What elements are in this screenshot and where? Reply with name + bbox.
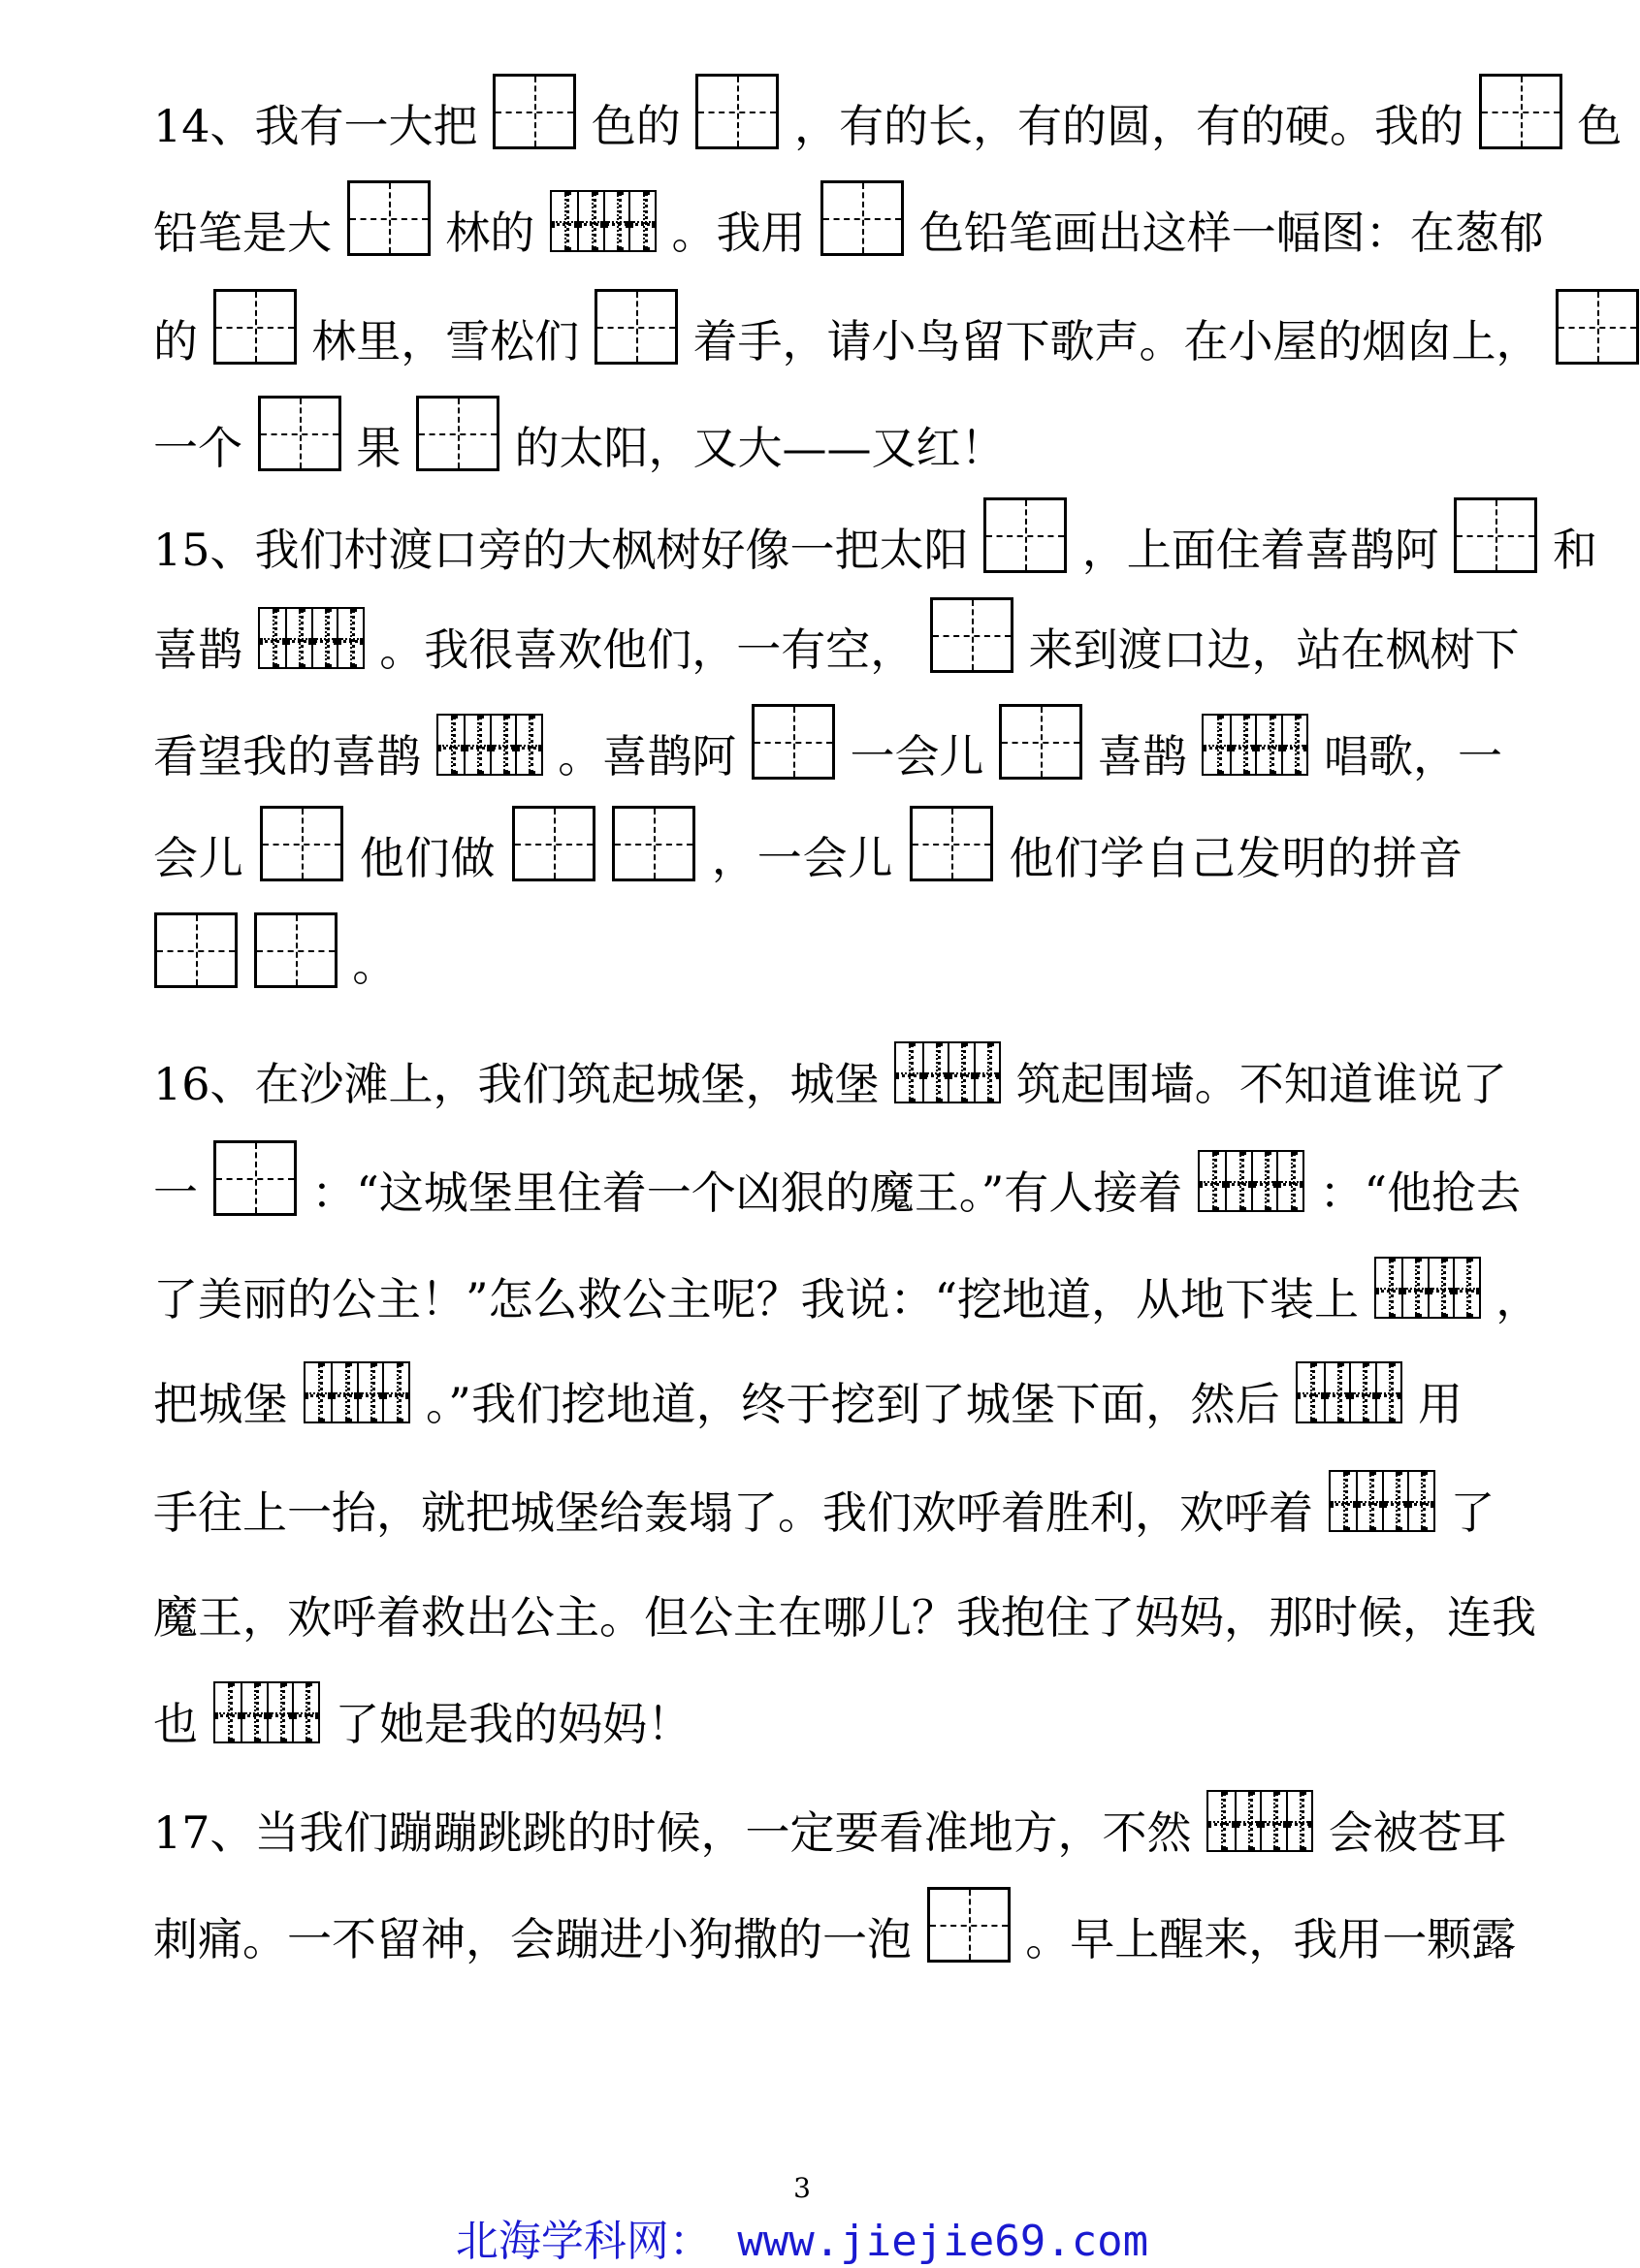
- answer-cell[interactable]: [1324, 1363, 1350, 1421]
- line-text: 会儿: [153, 832, 244, 884]
- line-text: 他们做: [359, 832, 497, 884]
- line-text: 的太阳，又大——又红！: [514, 422, 1006, 474]
- answer-box-4-cells[interactable]: [1202, 714, 1308, 776]
- text-line: [153, 698, 1502, 815]
- line-text: 也: [153, 1698, 198, 1750]
- line-text: 会被苍耳: [1328, 1806, 1507, 1859]
- answer-box-1-cell[interactable]: [983, 497, 1067, 573]
- answer-box-1-cell[interactable]: [1479, 74, 1562, 149]
- answer-cell[interactable]: [216, 1143, 294, 1213]
- line-text: 。我用: [671, 207, 806, 259]
- answer-cell[interactable]: [1251, 1152, 1277, 1210]
- answer-box-4-cells[interactable]: [550, 190, 657, 252]
- text-line: [153, 492, 1598, 608]
- line-text: 。”我们挖地道，终于挖到了城堡下面，然后: [425, 1378, 1281, 1430]
- answer-box-1-cell[interactable]: [930, 597, 1013, 673]
- answer-cell[interactable]: [628, 192, 655, 250]
- answer-cell[interactable]: [311, 609, 338, 667]
- line-text: 铅笔是大: [153, 207, 332, 259]
- answer-box-1-cell[interactable]: [260, 806, 343, 881]
- answer-cell[interactable]: [382, 1363, 408, 1421]
- answer-cell[interactable]: [1230, 716, 1256, 774]
- line-text: 15、我们村渡口旁的大枫树好像一把太阳: [153, 524, 969, 576]
- text-line: [153, 1346, 1463, 1462]
- line-text: 林的: [445, 207, 535, 259]
- answer-cell[interactable]: [1208, 1792, 1235, 1850]
- line-text: 把城堡: [153, 1378, 288, 1430]
- text-line: [153, 1241, 1541, 1358]
- answer-box-1-cell[interactable]: [254, 912, 338, 988]
- text-line: [153, 1559, 1536, 1676]
- answer-cell[interactable]: [1235, 1792, 1261, 1850]
- answer-box-1-cell[interactable]: [493, 74, 576, 149]
- line-text: 。喜鹊阿: [558, 730, 737, 783]
- answer-cell[interactable]: [1457, 500, 1534, 570]
- line-text: 筑起围墙。不知道谁说了: [1015, 1058, 1507, 1110]
- answer-box-4-cells[interactable]: [1374, 1257, 1481, 1319]
- answer-box-1-cell[interactable]: [1556, 289, 1639, 365]
- answer-box-1-cell[interactable]: [910, 806, 993, 881]
- answer-box-4-cells[interactable]: [894, 1041, 1001, 1103]
- answer-cell[interactable]: [1428, 1259, 1454, 1317]
- answer-cell[interactable]: [1225, 1152, 1251, 1210]
- answer-cell[interactable]: [933, 600, 1011, 670]
- answer-cell[interactable]: [496, 77, 573, 146]
- answer-cell[interactable]: [1276, 1152, 1302, 1210]
- line-text: ，一会儿: [711, 832, 894, 884]
- text-line: [153, 175, 1544, 291]
- line-text: 。早上醒来，我用一颗露: [1025, 1913, 1517, 1965]
- line-text: 唱歌，一: [1324, 730, 1502, 783]
- line-text: 来到渡口边，站在枫树下: [1028, 623, 1520, 676]
- answer-cell[interactable]: [1382, 1472, 1408, 1530]
- text-line: [153, 907, 1463, 1023]
- answer-cell[interactable]: [438, 716, 465, 774]
- line-text: 他们学自己发明的拼音: [1009, 832, 1463, 884]
- answer-box-1-cell[interactable]: [752, 704, 835, 780]
- line-text: 喜鹊: [1097, 730, 1187, 783]
- line-text: 刺痛。一不留神，会蹦进小狗撒的一泡: [153, 1913, 912, 1965]
- line-text: 一会儿: [850, 730, 984, 783]
- answer-cell[interactable]: [1200, 1152, 1226, 1210]
- answer-cell[interactable]: [823, 183, 901, 253]
- answer-cell[interactable]: [755, 707, 832, 777]
- answer-cell[interactable]: [1407, 1472, 1433, 1530]
- answer-cell[interactable]: [698, 77, 776, 146]
- answer-cell[interactable]: [1375, 1363, 1401, 1421]
- answer-box-4-cells[interactable]: [213, 1681, 320, 1743]
- line-text: 喜鹊: [153, 623, 242, 676]
- answer-box-4-cells[interactable]: [1206, 1790, 1313, 1852]
- answer-cell[interactable]: [515, 716, 541, 774]
- text-line: [153, 591, 1520, 708]
- text-line: [153, 1666, 1463, 1782]
- answer-box-4-cells[interactable]: [436, 714, 543, 776]
- line-text: 手往上一抬，就把城堡给轰塌了。我们欢呼着胜利，欢呼着: [153, 1486, 1313, 1539]
- page-number: 3: [793, 2172, 811, 2204]
- text-line: [153, 800, 1463, 916]
- line-text: 一: [153, 1166, 198, 1219]
- answer-cell[interactable]: [1559, 292, 1636, 362]
- answer-cell[interactable]: [350, 183, 428, 253]
- line-text: ，有的长，有的圆，有的硬。我的: [794, 100, 1464, 152]
- answer-cell[interactable]: [261, 399, 338, 468]
- answer-box-4-cells[interactable]: [1198, 1150, 1304, 1212]
- answer-box-1-cell[interactable]: [213, 289, 297, 365]
- answer-cell[interactable]: [1002, 707, 1079, 777]
- text-line: [153, 1026, 1507, 1142]
- line-text: 看望我的喜鹊: [153, 730, 421, 783]
- answer-box-4-cells[interactable]: [1329, 1470, 1435, 1532]
- answer-cell[interactable]: [1298, 1363, 1324, 1421]
- footer-watermark: 北海学科网： www.jiejie69.com: [455, 2217, 1149, 2266]
- answer-box-1-cell[interactable]: [258, 396, 341, 471]
- answer-box-1-cell[interactable]: [612, 806, 695, 881]
- answer-cell[interactable]: [913, 809, 990, 878]
- line-text: ，: [1495, 1273, 1541, 1326]
- text-line: [153, 68, 1623, 184]
- answer-box-1-cell[interactable]: [820, 180, 904, 256]
- answer-box-1-cell[interactable]: [213, 1140, 297, 1216]
- line-text: ：“这城堡里住着一个凶狠的魔王。”有人接着: [311, 1166, 1183, 1219]
- answer-cell[interactable]: [1376, 1259, 1402, 1317]
- answer-cell[interactable]: [1260, 1792, 1286, 1850]
- answer-cell[interactable]: [490, 716, 516, 774]
- line-text: 的: [153, 315, 198, 367]
- answer-box-1-cell[interactable]: [416, 396, 499, 471]
- line-text: 14、我有一大把: [153, 100, 478, 152]
- answer-cell[interactable]: [1453, 1259, 1479, 1317]
- text-line: [153, 1454, 1495, 1571]
- line-text: 一个: [153, 422, 242, 474]
- line-text: 着手，请小鸟留下歌声。在小屋的烟囱上，: [692, 315, 1541, 367]
- answer-box-4-cells[interactable]: [304, 1361, 410, 1423]
- answer-cell[interactable]: [357, 1363, 383, 1421]
- answer-cell[interactable]: [922, 1043, 949, 1102]
- answer-cell[interactable]: [1281, 716, 1307, 774]
- line-text: 17、当我们蹦蹦跳跳的时候，一定要看准地方，不然: [153, 1806, 1192, 1859]
- line-text: 了她是我的妈妈！: [335, 1698, 692, 1750]
- line-text: 色的: [591, 100, 681, 152]
- text-line: [153, 1881, 1517, 1997]
- line-text: 用: [1418, 1378, 1463, 1430]
- answer-box-4-cells[interactable]: [1296, 1361, 1402, 1423]
- answer-cell[interactable]: [1356, 1472, 1382, 1530]
- line-text: 色: [1577, 100, 1623, 152]
- answer-cell[interactable]: [267, 1683, 293, 1741]
- answer-box-1-cell[interactable]: [512, 806, 595, 881]
- answer-cell[interactable]: [1482, 77, 1560, 146]
- answer-cell[interactable]: [292, 1683, 318, 1741]
- answer-cell[interactable]: [331, 1363, 357, 1421]
- answer-box-1-cell[interactable]: [999, 704, 1082, 780]
- answer-box-1-cell[interactable]: [595, 289, 678, 365]
- answer-cell[interactable]: [216, 292, 294, 362]
- answer-cell[interactable]: [896, 1043, 922, 1102]
- answer-box-4-cells[interactable]: [258, 607, 365, 669]
- answer-cell[interactable]: [930, 1890, 1008, 1960]
- answer-cell[interactable]: [215, 1683, 241, 1741]
- answer-cell[interactable]: [603, 192, 629, 250]
- answer-cell[interactable]: [1255, 716, 1281, 774]
- line-text: 色铅笔画出这样一幅图：在葱郁: [918, 207, 1544, 259]
- answer-cell[interactable]: [515, 809, 593, 878]
- line-text: 魔王，欢呼着救出公主。但公主在哪儿？我抱住了妈妈，那时候，连我: [153, 1591, 1536, 1644]
- line-text: 果: [356, 422, 402, 474]
- line-text: ，上面住着喜鹊阿: [1081, 524, 1439, 576]
- answer-cell[interactable]: [986, 500, 1064, 570]
- text-line: [153, 1774, 1507, 1891]
- answer-cell[interactable]: [305, 1363, 332, 1421]
- answer-cell[interactable]: [285, 609, 311, 667]
- answer-cell[interactable]: [552, 192, 578, 250]
- answer-cell[interactable]: [1331, 1472, 1357, 1530]
- answer-box-1-cell[interactable]: [154, 912, 238, 988]
- answer-cell[interactable]: [257, 915, 335, 985]
- line-text: 和: [1553, 524, 1598, 576]
- answer-cell[interactable]: [615, 809, 692, 878]
- text-line: [153, 283, 1541, 399]
- line-text: 。: [352, 939, 398, 991]
- answer-cell[interactable]: [948, 1043, 974, 1102]
- answer-cell[interactable]: [1286, 1792, 1312, 1850]
- answer-box-1-cell[interactable]: [347, 180, 431, 256]
- answer-cell[interactable]: [157, 915, 235, 985]
- line-text: ：“他抢去: [1319, 1166, 1522, 1219]
- answer-cell[interactable]: [577, 192, 603, 250]
- line-text: 16、在沙滩上，我们筑起城堡，城堡: [153, 1058, 880, 1110]
- answer-cell[interactable]: [419, 399, 497, 468]
- answer-cell[interactable]: [464, 716, 490, 774]
- line-text: 了: [1450, 1486, 1495, 1539]
- answer-box-1-cell[interactable]: [927, 1887, 1011, 1963]
- answer-cell[interactable]: [1349, 1363, 1375, 1421]
- answer-cell[interactable]: [263, 809, 340, 878]
- text-line: [153, 390, 1463, 506]
- answer-box-1-cell[interactable]: [1454, 497, 1537, 573]
- line-text: 。我很喜欢他们，一有空，: [379, 623, 916, 676]
- answer-cell[interactable]: [241, 1683, 267, 1741]
- answer-cell[interactable]: [974, 1043, 1000, 1102]
- answer-cell[interactable]: [1401, 1259, 1428, 1317]
- answer-cell[interactable]: [337, 609, 363, 667]
- text-line: [153, 1134, 1522, 1251]
- answer-cell[interactable]: [1204, 716, 1230, 774]
- answer-cell[interactable]: [597, 292, 675, 362]
- answer-box-1-cell[interactable]: [695, 74, 779, 149]
- line-text: 了美丽的公主！”怎么救公主呢？我说：“挖地道，从地下装上: [153, 1273, 1360, 1326]
- answer-cell[interactable]: [260, 609, 286, 667]
- line-text: 林里，雪松们: [311, 315, 580, 367]
